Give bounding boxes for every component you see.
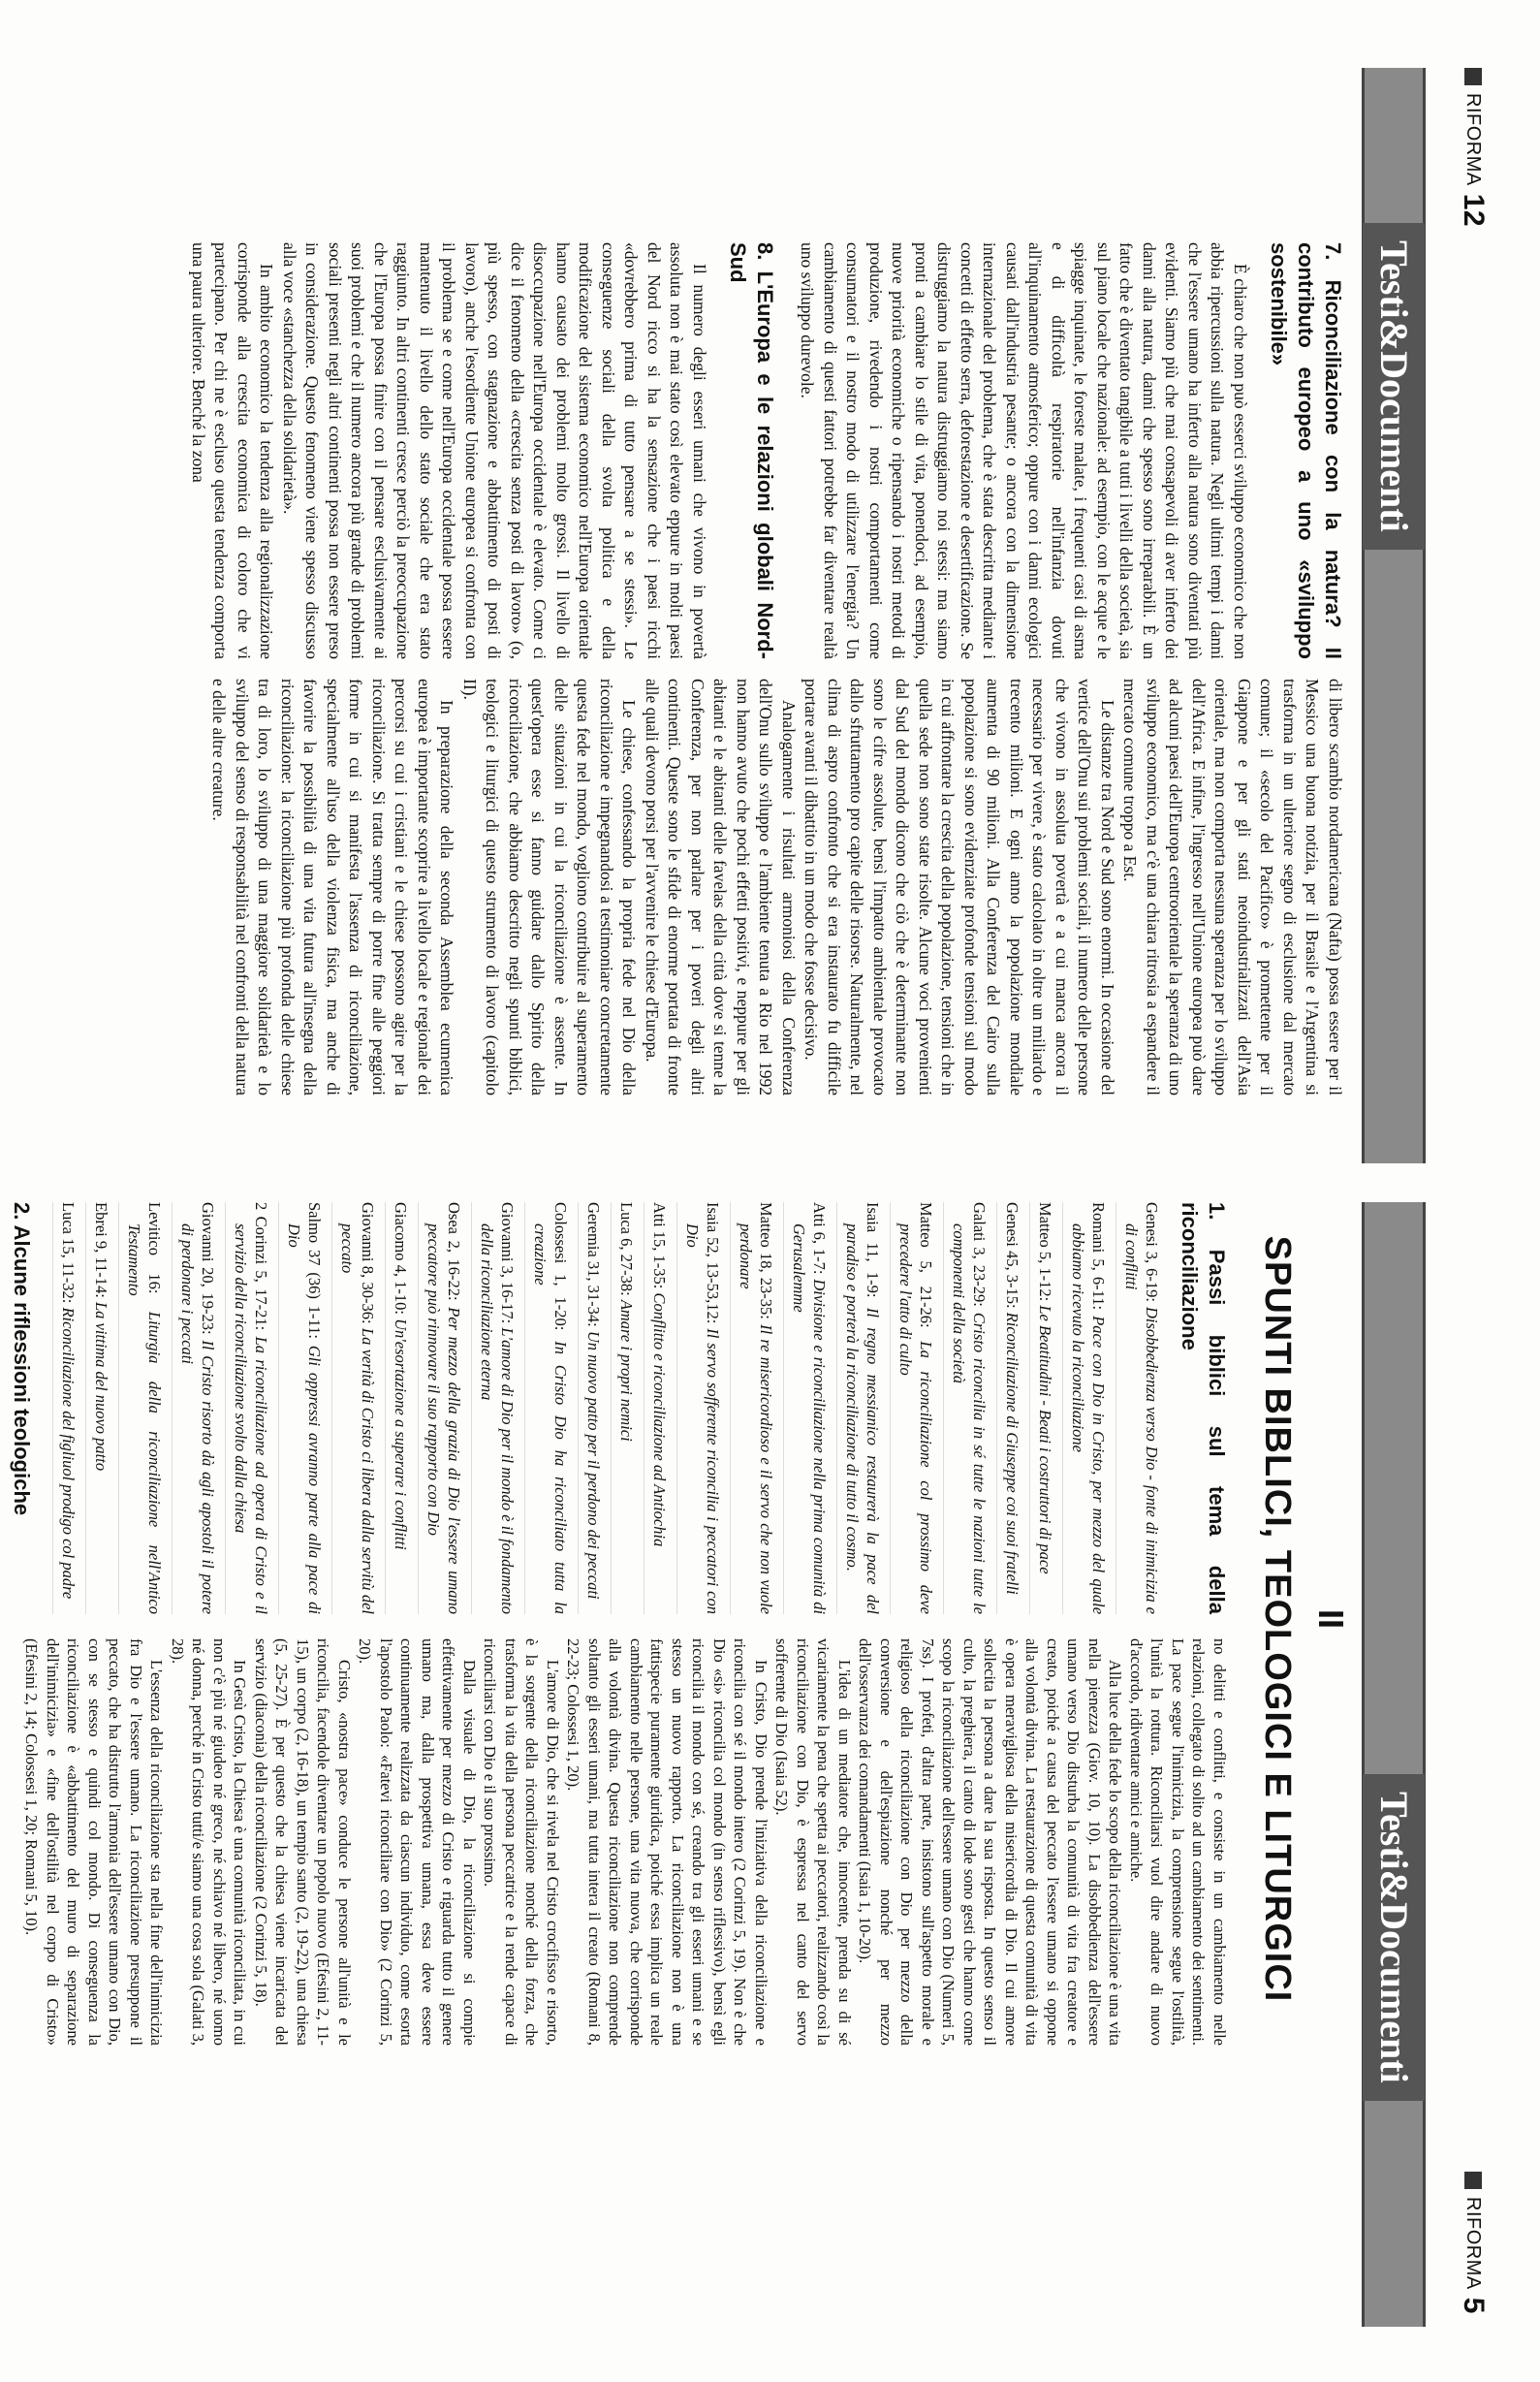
- reference-description: Le Beatitudini - Beati i costruttori di pace: [1036, 1305, 1054, 1574]
- chapter-number: II: [1311, 1608, 1351, 1629]
- reference-location: Isaia 11, 1-9:: [864, 1202, 882, 1298]
- body-paragraph: Cristo, «nostra pace» conduce le persone all'unità e le riconcilia, facendole diventare un popolo nuovo (Efesini 2, 11-15), un corpo (2, 16-18), un tempio santo (2, 19-22), una chiesa (5, 25-27). È per questo che la chiesa viene incaricata del servizio (diaconia) della riconciliazione (2 Corinzi 5, 18).: [252, 1638, 354, 2046]
- reference-location: Genesi 45, 3-15:: [1003, 1202, 1021, 1309]
- body-paragraph: Alla luce della fede lo scopo della riconciliazione è una vita nella pienezza (Giov. 10, 10). La disobbedienza dell'essere umano verso Dio disturba la comunità di vita fra creatore e creato, poiché a causa del peccato l'essere umano si oppone alla volontà divina. La restaurazione di questa comunità di vita è opera meravigliosa della misericordia di Dio. Il cui amore sollecita la persona a dare la sua risposta. In questo senso il culto, la preghiera, il canto di lode sono gesti che hanno come scopo la riconciliazione dell'essere umano con Dio (Numeri 5, 7ss). I profeti, d'altra parte, insistono sull'aspetto morale e religioso della riconciliazione con Dio per mezzo della conversione e dell'espiazione nonché per mezzo dell'osservanza dei comandamenti (Isaia 1, 10-20).: [856, 1638, 1125, 2046]
- reference-description: Conflitto e riconciliazione ad Antiochia: [650, 1292, 669, 1547]
- bible-reference-item: [644, 1202, 670, 1614]
- bible-reference-item: [385, 1202, 411, 1614]
- bible-reference-item: [1116, 1202, 1162, 1614]
- section-8-paragraph: In ambito economico la tendenza alla regionalizzazione corrisponde alla crescita economica di coloro che vi partecipano. Per chi ne è escluso questa tendenza comporta una paura ulteriore. Benché la zona: [189, 242, 277, 659]
- body-paragraph: Analogamente i risultati armoniosi della Conferenza dell'Onu sullo sviluppo e l'ambiente tenuta a Rio nel 1992 non hanno avuto che pochi effetti positivi, e neppure per gli abitanti e le abitanti delle favelas della città dove si tenne la Conferenza, per non parlare per i poveri degli altri continenti. Queste sono le sfide di enorme portata di fronte alle quali devono porsi per l'avvenire le chiese d'Europa.: [643, 679, 799, 1096]
- bible-reference-item: [578, 1202, 604, 1614]
- right-header-label: RIFORMA: [1462, 2197, 1485, 2290]
- chapter-title: SPUNTI BIBLICI, TEOLOGICI E LITURGICI: [1257, 1235, 1298, 2003]
- body-paragraph: In Gesù Cristo, la Chiesa è una comunità riconciliata, in cui non c'è più né giudeo né greco, né schiavo né libero, né uomo né donna, perché in Cristo tutti/e siamo una cosa sola (Galati 3, 28).: [169, 1638, 250, 2046]
- right-section-band: [1362, 1202, 1426, 2327]
- body-paragraph: In Cristo, Dio prende l'iniziativa della riconciliazione e riconcilia con sé il mondo intero (2 Corinzi 5, 19). Non è che Dio «si» riconcilia col mondo (in senso riflessivo), bensì egli riconcilia il mondo con sé, creando tra gli esseri umani e se stesso un nuovo rapporto. La riconciliazione non è una fattispecie puramente giuridica, poiché essa implica un reale cambiamento nelle persone, una vita nuova, che corrisponde alla volontà divina. Questa riconciliazione non comprende soltanto gli esseri umani, ma tutta intera il creato (Romani 8, 22-23; Colossesi 1, 20).: [564, 1638, 770, 2046]
- reference-location: Giovanni 3, 16-17:: [498, 1202, 517, 1324]
- reference-location: 2 Corinzi 5, 17-21:: [252, 1202, 270, 1331]
- body-paragraph: In preparazione della seconda Assemblea ecumenica europea è importante scoprire a livello locale e regionale dei percorsi su cui i cristiani e le chiese possono agire per la riconciliazione. Si tratta sempre di porre fine alle peggiori forme in cui si manifesta l'assenza di riconciliazione, specialmente all'uso della violenza fisica, ma anche di favorire la possibilità di una vita futura all'insegna della riconciliazione: la riconciliazione più profonda delle chiese tra di loro, lo sviluppo di una maggiore solidarietà e lo sviluppo del senso di responsabilità nel confronti della natura e delle altre creature.: [209, 679, 457, 1096]
- reference-location: Matteo 5, 1-12:: [1036, 1202, 1054, 1302]
- reference-location: Matteo 18, 23-35:: [757, 1202, 775, 1319]
- bible-reference-item: [996, 1202, 1022, 1614]
- bible-reference-item: [118, 1202, 165, 1614]
- bible-reference-item: [331, 1202, 378, 1614]
- bible-reference-item: [225, 1202, 271, 1614]
- left-page-number: 12: [1458, 193, 1490, 228]
- section-2-heading: 2. Alcune riflessioni teologiche: [10, 1202, 34, 1516]
- section-7-heading: 7. Riconciliazione con la natura? Il contributo europeo a uno «sviluppo sostenibile»: [1267, 242, 1345, 659]
- reference-description: Liturgia della riconciliazione nell'Antico Testamento: [125, 1223, 164, 1614]
- body-paragraph: L'idea di un mediatore che, innocente, prenda su di sé vicariamente la pena che spetta ai peccatori, realizzando così la riconciliazione con Dio, è espressa nel canto del servo sofferente di Dio (Isaia 52).: [772, 1638, 854, 2046]
- bible-reference-item: [1062, 1202, 1109, 1614]
- reference-location: Giovanni 8, 30-36:: [359, 1202, 377, 1324]
- continued-paragraph: no delitti e conflitti, e consiste in un cambiamento nelle relazioni, collegato di solito ad un cambiamento dei sentimenti. La pace segue l'inimicizia, la comprensione segue l'ostilità, l'unità la rottura. Riconciliarsi vuol dire andare di nuovo d'accordo, ridiventare amici e amiche.: [1127, 1638, 1229, 2046]
- bible-reference-item: [52, 1202, 79, 1614]
- reference-location: Luca 6, 27-38:: [617, 1202, 636, 1296]
- bible-reference-list: [52, 1202, 1162, 1614]
- reference-description: La verità di Cristo ci libera dalla servitù del peccato: [338, 1223, 377, 1615]
- reference-location: Ebrei 9, 11-14:: [92, 1202, 110, 1298]
- bible-reference-item: [836, 1202, 883, 1614]
- bible-reference-item: [85, 1202, 111, 1614]
- reference-location: Atti 6, 1-7:: [810, 1202, 829, 1275]
- continued-paragraph: di libero scambio nordamericana (Nafta) possa essere per il Messico una buona notizia, per il Brasile e l'Argentina si trasforma in un ulteriore segno di esclusione dal mercato comune; il «secolo del Pacifico» è promettente per il Giappone e per gli stati neoindustrializzati dell'Asia orientale, ma non comporta nessuna speranza per lo sviluppo dell'Africa. E infine, l'ingresso nell'Unione europea può dare ad alcuni paesi dell'Europa centroorientale la speranza di uno sviluppo economico, ma c'è una chiara ritrosia a espandere il mercato comune troppo a Est.: [1120, 679, 1345, 1096]
- reference-description: La riconciliazione ad opera di Cristo e il servizio della riconciliazione svolto dalla chiesa: [232, 1223, 270, 1615]
- bible-reference-item: [172, 1202, 218, 1614]
- left-column-2: [207, 679, 1346, 1096]
- left-section-band: [1362, 68, 1426, 1163]
- body-paragraph: L'essenza della riconciliazione sta nella fine dell'inimicizia fra Dio e l'essere umano. La riconciliazione presuppone il peccato, che ha distrutto l'armonia dell'essere umano con Dio, con se stesso e quindi col mondo. Di conseguenza la riconciliazione è «abbattimento del muro di separazione dell'inimicizia» e «fine dell'ostilità nel corpo di Cristo» (Efesini 2, 14; Colossesi 1, 20; Romani 5, 10).: [22, 1638, 167, 2046]
- reference-description: Disobbedienza verso Dio - fonte di inimicizia e di conflitti: [1122, 1223, 1161, 1614]
- reference-description: Il re misericordioso e il servo che non vuole perdonare: [737, 1223, 775, 1614]
- reference-location: Salmo 37 (36) 1-11:: [305, 1202, 324, 1339]
- bible-reference-item: [278, 1202, 325, 1614]
- left-page-header: [1457, 68, 1490, 227]
- reference-description: Per mezzo della grazia di Dio l'essere umano peccatore può rinnovare il suo rapporto con Dio: [424, 1223, 463, 1614]
- reference-description: Il regno messianico restaurerà la pace del paradiso e porterà la riconciliazione di tutto il cosmo.: [843, 1223, 882, 1614]
- reference-location: Romani 5, 6-11:: [1089, 1202, 1108, 1311]
- section-7-paragraph: È chiaro che non può esserci sviluppo economico che non abbia ripercussioni sulla natura. Negli ultimi tempi i danni che l'essere umano ha inferto alla natura sono diventati più evidenti. Siamo più che mai consapevoli di aver inferto dei danni alla natura, danni che spesso sono irreparabili. È un fatto che è diventato tangibile a tutti i livelli della società, sia sul piano locale che nazionale: ad esempio, con le acque e le spiagge inquinate, le foreste malate, i frequenti casi di asma e di difficoltà respiratorie nell'infanzia dovuti all'inquinamento atmosferico; oppure con i danni ecologici causati dall'industria pesante; o ancora con la dimensione internazionale del problema, che è stata descritta mediante i concetti di effetto serra, deforestazione e desertificazione. Se distruggiamo la natura distruggiamo noi stessi: ma siamo pronti a cambiare lo stile di vita, ponendoci, ad esempio, nuove priorità economiche o ripensando i nostri metodi di produzione, rivedendo i nostri comportamenti come consumatori e il nostro modo di utilizzare l'energia? Un cambiamento di questi fattori potrebbe far diventare realtà uno sviluppo durevole.: [798, 242, 1250, 659]
- section-8-heading: 8. L'Europa e le relazioni globali Nord-Sud: [726, 242, 777, 659]
- bible-reference-item: [730, 1202, 776, 1614]
- reference-description: Il Cristo risorto dà agli apostoli il potere di perdonare i peccati: [178, 1223, 217, 1615]
- right-page-number: 5: [1458, 2297, 1490, 2314]
- reference-description: Riconciliazione del figliuol prodigo col padre: [59, 1307, 78, 1600]
- bible-reference-item: [524, 1202, 571, 1614]
- reference-location: Giovanni 20, 19-23:: [199, 1202, 217, 1335]
- right-page-header: [1457, 2172, 1490, 2314]
- reference-location: Giacomo 4, 1-10:: [392, 1202, 410, 1315]
- left-header-label: RIFORMA: [1462, 93, 1485, 186]
- reference-description: L'amore di Dio per il mondo è il fondamento della riconciliazione eterna: [478, 1223, 517, 1614]
- bible-reference-item: [943, 1202, 990, 1614]
- body-paragraph: Dalla visuale di Dio, la riconciliazione si compie effettivamente per mezzo di Cristo e riguarda tutto il genere umano ma, dalla prospettiva umana, essa deve essere continuamente realizzata da ciascun individuo, come esorta l'apostolo Paolo: «Fatevi riconciliare con Dio» (2 Corinzi 5, 20).: [356, 1638, 479, 2046]
- bible-reference-item: [890, 1202, 936, 1614]
- bible-reference-item: [783, 1202, 830, 1614]
- reference-location: Levitico 16:: [145, 1202, 164, 1294]
- reference-description: Il servo sofferente riconcilia i peccatori con Dio: [683, 1223, 722, 1614]
- body-paragraph: Le distanze tra Nord e Sud sono enormi. In occasione del vertice dell'Onu sui problemi sociali, il numero delle persone che vivono in assoluta povertà e a cui manca ancora il necessario per vivere, è stato calcolato in oltre un miliardo e trecento milioni. E ogni anno la popolazione mondiale aumenta di 90 milioni. Alla Conferenza del Cairo sulla popolazione si sono evidenziate profonde tensioni sul modo in cui affrontare la crescita della popolazione, tensioni che in quella sede non sono state risolte. Alcune voci provenienti dal Sud del mondo dicono che ciò che è determinante non sono le cifre assolute, bensì l'impatto ambientale provocato dallo sfruttamento pro capite delle risorse. Naturalmente, nel clima di aspro confronto che si era instaurato fu difficile portare avanti il dibattito in un modo che fosse decisivo.: [801, 679, 1117, 1096]
- reference-description: Cristo riconcilia in sé tutte le nazioni tutte le componenti della società: [950, 1223, 989, 1614]
- left-column-1: [187, 242, 1347, 659]
- bible-reference-item: [611, 1202, 637, 1614]
- right-column-1: [0, 1202, 1230, 1614]
- reference-location: Luca 15, 11-32:: [59, 1202, 78, 1304]
- reference-location: Colossesi 1, 1-20:: [551, 1202, 570, 1331]
- reference-location: Osea 2, 16-22:: [445, 1202, 463, 1301]
- reference-description: Un nuovo patto per il perdono dei peccati: [584, 1330, 603, 1600]
- body-paragraph: Le chiese, confessando la propria fede nel Dio della riconciliazione e impegnandosi a testimoniare concretamente questa fede nel mondo, vogliono contribuire al superamento delle situazioni in cui la riconciliazione è assente. In quest'opera esse si fanno guidare dallo Spirito della riconciliazione, che abbiamo descritto negli spunti biblici, teologici e liturgici di questo strumento di lavoro (capitolo II).: [460, 679, 640, 1096]
- reference-location: Atti 15, 1-35:: [650, 1202, 669, 1289]
- reference-description: La riconciliazione col prossimo deve precedere l'atto di culto: [896, 1223, 935, 1614]
- reference-description: Riconciliazione di Giuseppe coi suoi fratelli: [1003, 1312, 1021, 1595]
- reference-description: Divisione e riconciliazione nella prima comunità di Gerusalemme: [790, 1223, 829, 1615]
- reference-description: La vittima del nuovo patto: [92, 1301, 110, 1472]
- bible-reference-item: [471, 1202, 518, 1614]
- reference-description: Amare i propri nemici: [617, 1299, 636, 1442]
- right-band-title: Testi&Documenti: [1363, 1774, 1425, 2101]
- reference-location: Galati 3, 23-29:: [970, 1202, 989, 1307]
- left-band-title: Testi&Documenti: [1363, 223, 1425, 550]
- reference-description: Pace con Dio in Cristo, per mezzo del quale abbiamo ricevuto la riconciliazione: [1069, 1223, 1108, 1615]
- section-1-heading: 1. Passi biblici sul tema della riconciliazione: [1178, 1202, 1229, 1614]
- reference-location: Geremia 31, 31-34:: [584, 1202, 603, 1327]
- bible-reference-item: [676, 1202, 723, 1614]
- reference-location: Matteo 5, 21-26:: [917, 1202, 935, 1328]
- reference-description: In Cristo Dio ha riconciliato tutta la creazione: [531, 1223, 570, 1615]
- bible-reference-item: [418, 1202, 464, 1614]
- section-8-paragraph: Il numero degli esseri umani che vivono in povertà assoluta non è mai stato così elevato eppure in molti paesi del Nord ricco si ha la sensazione che i paesi ricchi «dovrebbero prima di tutto pensare a se stessi». Le conseguenze sociali della svolta politica e della modificazione del sistema economico nell'Europa orientale hanno causato dei problemi molto grossi. Il livello di disoccupazione nell'Europa occidentale è elevato. Come ci dice il fenomeno della «crescita senza posti di lavoro» (o, più spesso, con stagnazione e abbattimento di posti di lavoro), anche l'esordiente Unione europea si confronta con il problema se e come nell'Europa occidentale possa essere mantenuto il livello dello stato sociale che era stato raggiunto. In altri continenti cresce perciò la preoccupazione che l'Europa possa finire con il pensare esclusivamente ai suoi problemi e che il numero ancora più grande di problemi sociali presenti negli altri continenti possa non essere preso in considerazione. Questo fenomeno viene spesso discusso alla voce «stanchezza della solidarietà».: [280, 242, 709, 659]
- reference-location: Isaia 52, 13-53,12:: [704, 1202, 722, 1324]
- right-column-2: [21, 1638, 1230, 2046]
- reference-description: Gli oppressi avranno parte alla pace di Dio: [285, 1223, 324, 1614]
- header-square-icon: [1464, 2172, 1482, 2189]
- reference-location: Genesi 3, 6-19:: [1143, 1202, 1161, 1302]
- body-paragraph: L'amore di Dio, che si rivela nel Cristo crocifisso e risorto, è la sorgente della riconciliazione nonché della forza, che trasforma la vita della persona peccatrice e la rende capace di riconciliarsi con Dio e il suo prossimo.: [481, 1638, 562, 2046]
- bible-reference-item: [1029, 1202, 1055, 1614]
- header-square-icon: [1464, 68, 1482, 85]
- reference-description: Un'esortazione a superare i conflitti: [392, 1318, 410, 1550]
